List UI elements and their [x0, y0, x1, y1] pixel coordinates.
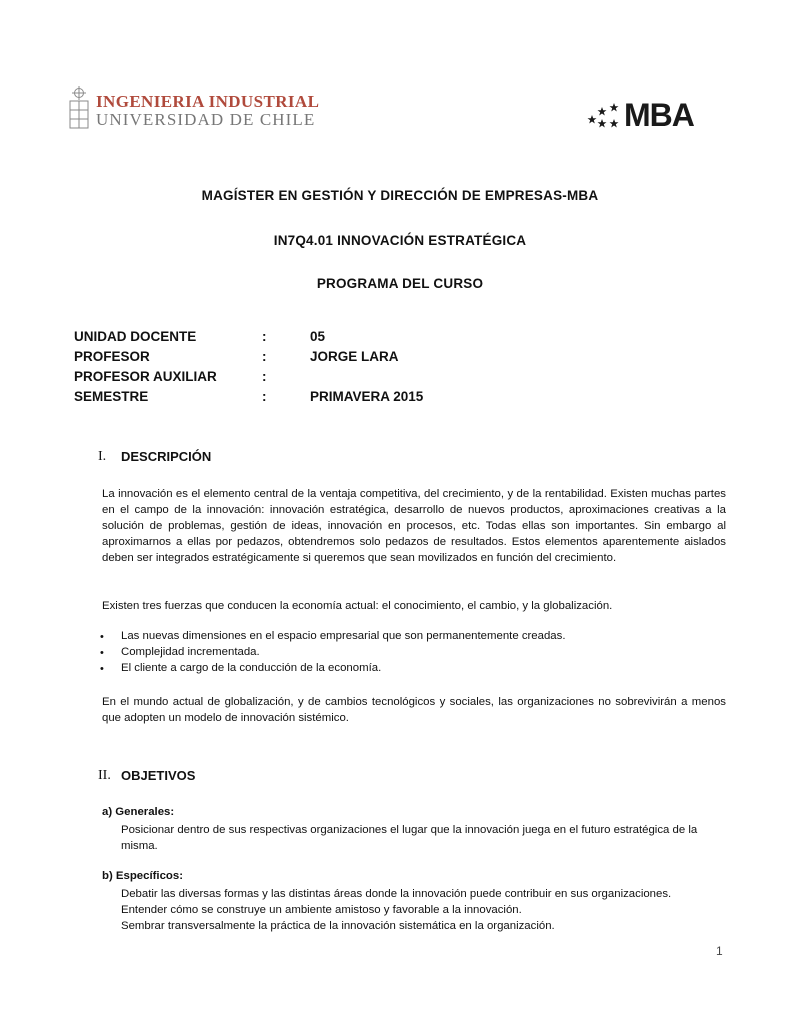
- section-1-title: DESCRIPCIÓN: [121, 449, 212, 464]
- list-item: Complejidad incrementada.: [121, 646, 260, 658]
- info-label-unidad: UNIDAD DOCENTE: [74, 329, 197, 344]
- info-label-auxiliar: PROFESOR AUXILIAR: [74, 369, 217, 384]
- info-colon: :: [262, 389, 267, 404]
- description-paragraph-2: Existen tres fuerzas que conducen la economía actual: el conocimiento, el cambio, y la globalización.: [102, 600, 613, 612]
- logo-line-2: UNIVERSIDAD DE CHILE: [96, 110, 316, 129]
- stars-icon: [586, 101, 624, 131]
- info-label-profesor: PROFESOR: [74, 349, 150, 364]
- ingenieria-industrial-logo: [68, 86, 320, 132]
- especificos-label: b) Específicos:: [102, 870, 184, 882]
- section-1-number: I.: [98, 449, 107, 464]
- course-title: IN7Q4.01 INNOVACIÓN ESTRATÉGICA: [273, 233, 527, 248]
- description-paragraph-1: La innovación es el elemento central de la ventaja competitiva, del crecimiento, y de la rentabilidad. Existen muchas partes en el campo de la innovación: innovación estratégica, desarrollo de nuevos productos, aproximaciones creativas a la solución de problemas, gestión de ideas, innovación en procesos, etc. Todas ellas son importantes. Sin embargo al aproximarnos a ellas por pedazos, obtendremos solo pedazos de resultados. Estos elementos aparentemente aislados deben ser integrados estratégicamente si queremos que sean movilizados en función del crecimiento.: [102, 488, 726, 564]
- section-2-number: II.: [98, 768, 111, 783]
- bullet-icon: •: [100, 647, 104, 659]
- info-colon: :: [262, 369, 267, 384]
- especificos-line-1: Debatir las diversas formas y las distintas áreas donde la innovación puede contribuir en sus organizaciones.: [121, 888, 672, 900]
- info-value-unidad: 05: [310, 329, 326, 344]
- mba-logo: [586, 97, 710, 135]
- info-colon: :: [262, 329, 267, 344]
- page-number: 1: [716, 944, 723, 958]
- description-paragraph-3: En el mundo actual de globalización, y de cambios tecnológicos y sociales, las organizaciones no sobrevivirán a menos que adopten un modelo de innovación sistémico.: [102, 696, 726, 724]
- generales-label: a) Generales:: [102, 806, 175, 818]
- section-2-title: OBJETIVOS: [121, 768, 196, 783]
- list-item: Las nuevas dimensiones en el espacio empresarial que son permanentemente creadas.: [121, 630, 566, 642]
- university-seal-icon: [68, 86, 90, 130]
- document-title: PROGRAMA DEL CURSO: [316, 276, 484, 291]
- info-colon: :: [262, 349, 267, 364]
- list-item: El cliente a cargo de la conducción de la economía.: [121, 662, 382, 674]
- bullet-icon: •: [100, 663, 104, 675]
- info-value-semestre: PRIMAVERA 2015: [310, 389, 424, 404]
- info-label-semestre: SEMESTRE: [74, 389, 149, 404]
- generales-text: Posicionar dentro de sus respectivas organizaciones el lugar que la innovación juega en el futuro estratégica de la misma.: [121, 824, 698, 852]
- especificos-line-3: Sembrar transversalmente la práctica de la innovación sistemática en la organización.: [121, 920, 555, 932]
- program-title: MAGÍSTER EN GESTIÓN Y DIRECCIÓN DE EMPRESAS-MBA: [201, 188, 599, 203]
- logo-line-1: INGENIERIA INDUSTRIAL: [96, 92, 320, 111]
- bullet-icon: •: [100, 631, 104, 643]
- info-value-profesor: JORGE LARA: [310, 349, 399, 364]
- especificos-line-2: Entender cómo se construye un ambiente amistoso y favorable a la innovación.: [121, 904, 522, 916]
- mba-logo-text: MBA: [624, 97, 694, 133]
